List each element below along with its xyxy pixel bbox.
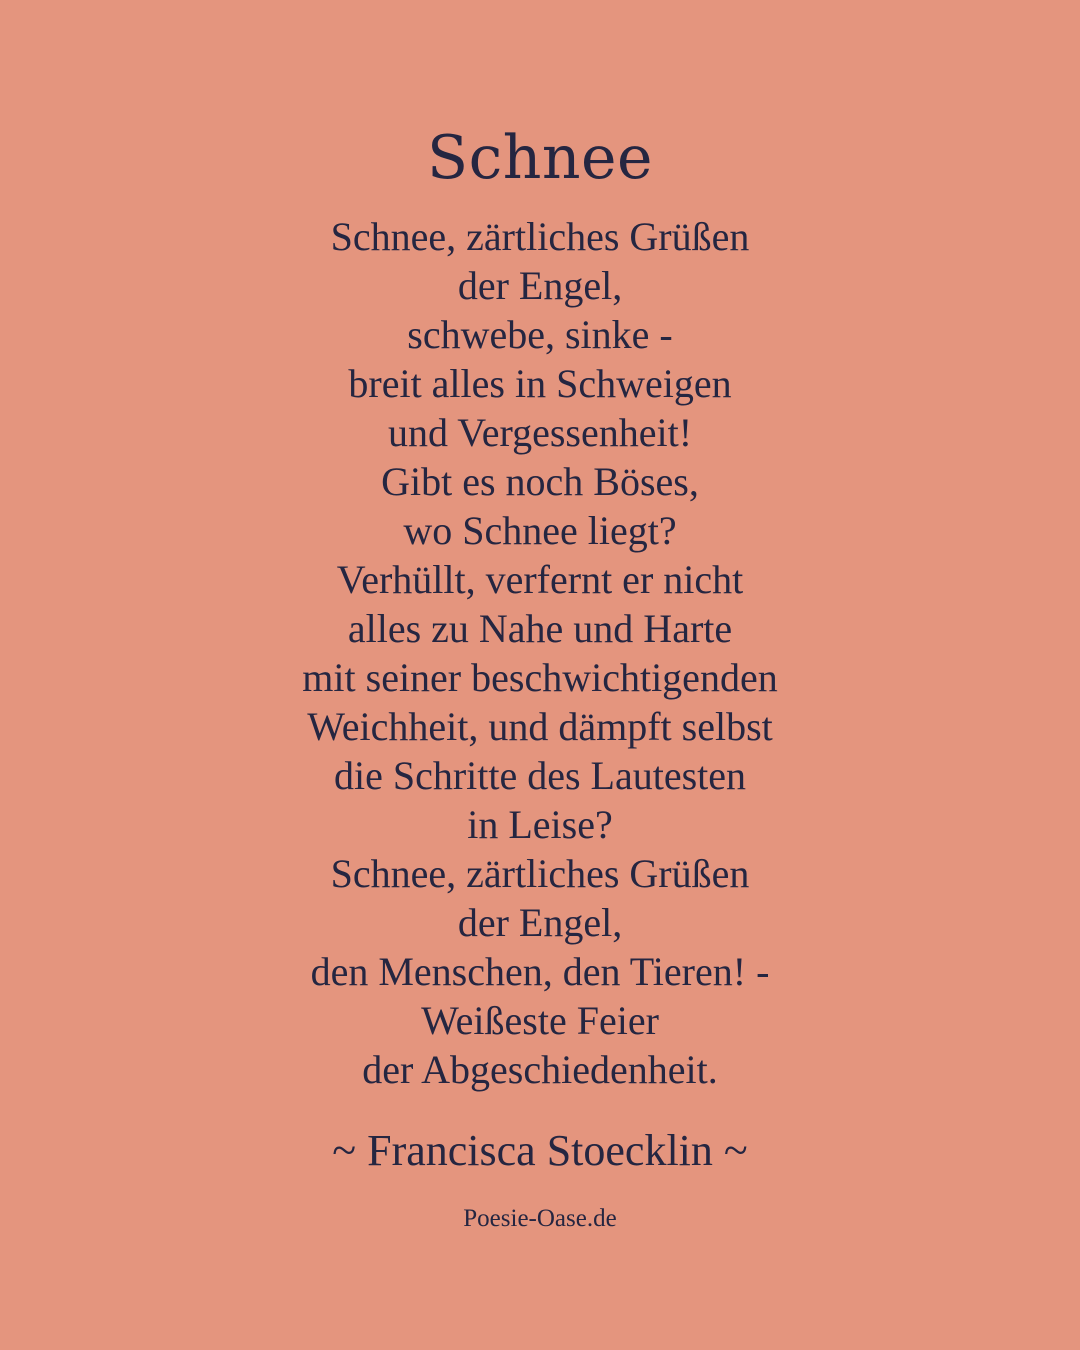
poem-line: Gibt es noch Böses,: [381, 459, 699, 504]
poem-line: und Vergessenheit!: [387, 410, 693, 455]
poem-line: alles zu Nahe und Harte: [347, 606, 733, 651]
poem-line: Schnee, zärtliches Grüßen: [330, 851, 750, 896]
poem-body: [0, 212, 1080, 1094]
poem-title: Schnee: [426, 123, 653, 193]
poem-line: der Abgeschiedenheit.: [362, 1047, 718, 1092]
poem-line: schwebe, sinke -: [407, 312, 673, 357]
poem-line: Schnee, zärtliches Grüßen: [330, 214, 750, 259]
poem-line: wo Schnee liegt?: [403, 508, 677, 553]
poem-line: breit alles in Schweigen: [348, 361, 732, 406]
poem-author: ~ Francisca Stoecklin ~: [332, 1126, 748, 1175]
poem-line: Verhüllt, verfernt er nicht: [336, 557, 744, 602]
poem-line: der Engel,: [457, 900, 623, 945]
poem-line: der Engel,: [457, 263, 623, 308]
site-name: Poesie-Oase.de: [463, 1205, 617, 1232]
poem-line: den Menschen, den Tieren! -: [310, 949, 770, 994]
poem-line: die Schritte des Lautesten: [333, 753, 747, 798]
poem-line: Weichheit, und dämpft selbst: [307, 704, 773, 749]
poem-line: mit seiner beschwichtigenden: [302, 655, 778, 700]
poem-line: in Leise?: [467, 802, 613, 847]
poem-line: Weißeste Feier: [421, 998, 659, 1043]
